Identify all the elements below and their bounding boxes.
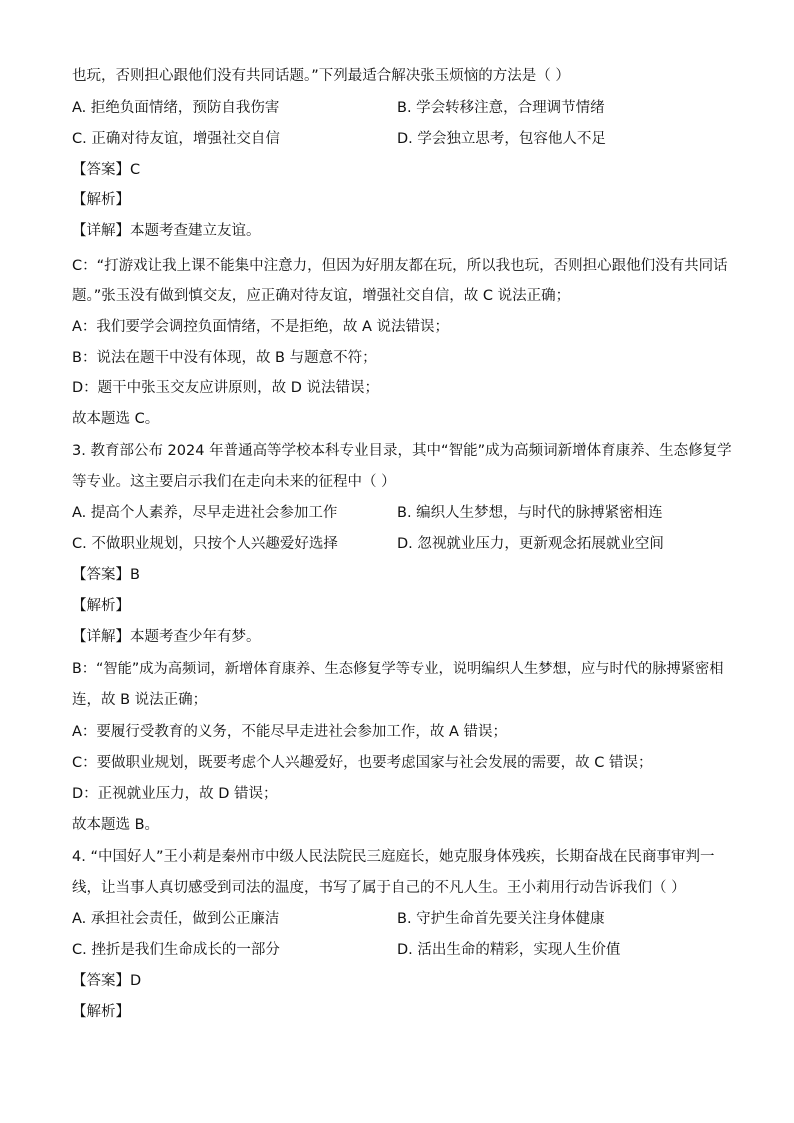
q2-answer: 【答案】C [72, 162, 141, 178]
q3-stem-line: 等专业。这主要启示我们在走向未来的征程中（ ） [72, 474, 396, 490]
q3-explanation-line: B：“智能”成为高频词，新增体育康养、生态修复学等专业，说明编织人生梦想，应与时代的脉搏紧密相 [72, 661, 724, 677]
q4-stem-line: 4. “中国好人”王小莉是秦州市中级人民法院民三庭庭长，她克服身体残疾，长期奋战在民商事审判一 [72, 849, 715, 865]
q3-option-b: B. 编织人生梦想，与时代的脉搏紧密相连 [397, 505, 663, 521]
q2-explanation-line: B：说法在题干中没有体现，故 B 与题意不符； [72, 350, 377, 366]
q2-option-b: B. 学会转移注意，合理调节情绪 [397, 100, 605, 116]
q3-option-d: D. 忽视就业压力，更新观念拓展就业空间 [397, 536, 664, 552]
q3-explanation-line: D：正视就业压力，故 D 错误； [72, 786, 278, 802]
q3-conclusion: 故本题选 B。 [72, 817, 160, 833]
q4-option-a: A. 承担社会责任，做到公正廉洁 [72, 911, 280, 927]
q4-option-b: B. 守护生命首先要关注身体健康 [397, 911, 605, 927]
q3-stem-line: 3. 教育部公布 2024 年普通高等学校本科专业目录，其中“智能”成为高频词新增体育康养、生态修复学 [72, 443, 732, 459]
q2-explanation-line: D：题干中张玉交友应讲原则，故 D 说法错误； [72, 380, 380, 396]
q3-detail: 【详解】本题考查少年有梦。 [72, 629, 261, 645]
q2-explanation-line: C：“打游戏让我上课不能集中注意力，但因为好朋友都在玩，所以我也玩，否则担心跟他们没有共同话 [72, 258, 728, 274]
q4-analysis-label: 【解析】 [72, 1004, 130, 1020]
q4-stem-line: 线，让当事人真切感受到司法的温度，书写了属于自己的不凡人生。王小莉用行动告诉我们（ ） [72, 880, 686, 896]
q2-explanation-line: 题。”张玉没有做到慎交友，应正确对待友谊，增强社交自信，故 C 说法正确； [72, 288, 571, 304]
q3-answer: 【答案】B [72, 567, 140, 583]
q3-analysis-label: 【解析】 [72, 598, 130, 614]
q4-answer: 【答案】D [72, 973, 142, 989]
q4-option-d: D. 活出生命的精彩，实现人生价值 [397, 942, 621, 958]
q2-analysis-label: 【解析】 [72, 192, 130, 208]
q2-stem-end: 也玩，否则担心跟他们没有共同话题。”下列最适合解决张玉烦恼的方法是（ ） [72, 68, 570, 84]
q3-explanation-line: C：要做职业规划，既要考虑个人兴趣爱好，也要考虑国家与社会发展的需要，故 C 错误； [72, 755, 653, 771]
q3-explanation-line: A：要履行受教育的义务，不能尽早走进社会参加工作，故 A 错误； [72, 724, 508, 740]
q3-option-c: C. 不做职业规划，只按个人兴趣爱好选择 [72, 536, 338, 552]
q2-option-c: C. 正确对待友谊，增强社交自信 [72, 131, 280, 147]
q2-option-d: D. 学会独立思考，包容他人不足 [397, 131, 606, 147]
q2-detail: 【详解】本题考查建立友谊。 [72, 223, 261, 239]
q2-explanation-line: A：我们要学会调控负面情绪，不是拒绝，故 A 说法错误； [72, 319, 450, 335]
q2-conclusion: 故本题选 C。 [72, 411, 160, 427]
q2-option-a: A. 拒绝负面情绪，预防自我伤害 [72, 100, 280, 116]
q3-option-a: A. 提高个人素养，尽早走进社会参加工作 [72, 505, 338, 521]
q3-explanation-line: 连，故 B 说法正确； [72, 692, 208, 708]
q4-option-c: C. 挫折是我们生命成长的一部分 [72, 942, 280, 958]
